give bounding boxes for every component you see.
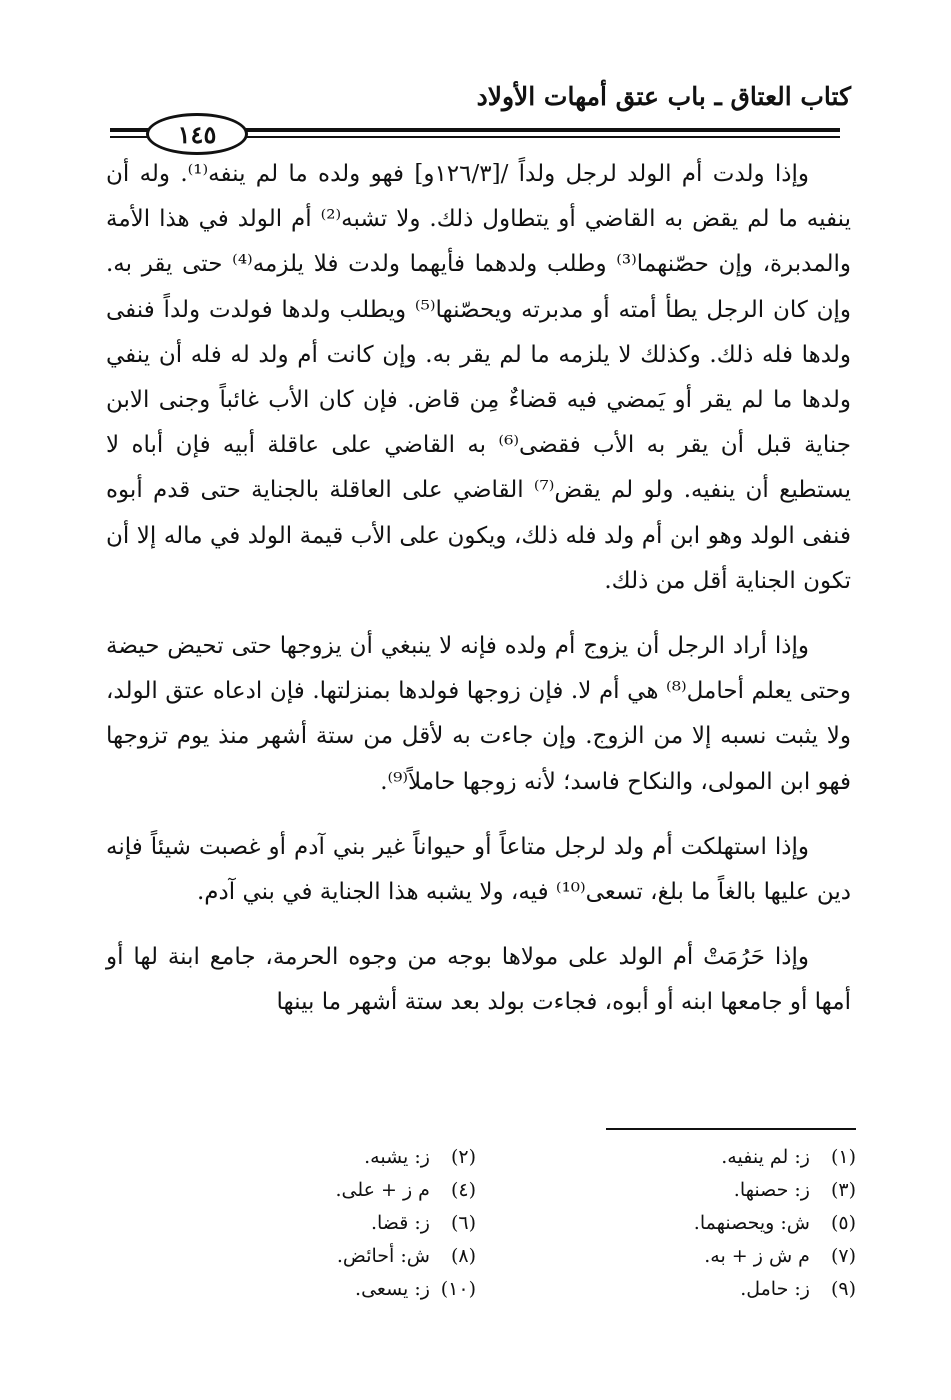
footnote-separator xyxy=(606,1128,856,1130)
footnote xyxy=(106,1176,476,1204)
footnote xyxy=(476,1176,856,1204)
footnote-text: ز: لم ينفيه. xyxy=(721,1146,810,1168)
main-text xyxy=(106,152,851,1026)
footnote-text: ز: حصنها. xyxy=(733,1179,810,1201)
footnote-number: (٥) xyxy=(830,1212,856,1234)
footnote-text: ش: أحائض. xyxy=(336,1245,430,1267)
footnote-number: (٨) xyxy=(450,1245,476,1267)
footnote-text: ز: يشبه. xyxy=(364,1146,430,1168)
footnote-number: (٦) xyxy=(450,1212,476,1234)
footnote-text: ز: يسعى. xyxy=(355,1278,430,1300)
footnote-number: (٣) xyxy=(830,1179,856,1201)
footnote-text: ز: حامل. xyxy=(740,1278,810,1300)
footnote xyxy=(106,1209,476,1237)
footnote xyxy=(106,1275,476,1303)
paragraph: وإذا حَرُمَتْ أم الولد على مولاها بوجه من وجوه الحرمة، جامع ابنة لها أو أمها أو جامعها ابنه أو أبوه، فجاءت بولد بعد ستة أشهر ما بينها xyxy=(106,944,851,1016)
footnote xyxy=(106,1143,476,1171)
page-number-badge xyxy=(146,113,248,155)
footnote-text: ش: ويحصنهما. xyxy=(693,1212,810,1234)
footnote xyxy=(476,1242,856,1270)
footnote-number: (٢) xyxy=(450,1146,476,1168)
footnote-number: (١) xyxy=(830,1146,856,1168)
footnote-number: (١٠) xyxy=(440,1278,476,1300)
footnote xyxy=(476,1143,856,1171)
footnote-text: ز: قضا. xyxy=(370,1212,430,1234)
paragraph: وإذا أراد الرجل أن يزوج أم ولده فإنه لا ينبغي أن يزوجها حتى تحيض حيضة وحتى يعلم أحامل⁽⁸⁾ هي أم لا. فإن زوجها فولدها بمنزلتها. فإن ادعاه عتق الولد، ولا يثبت نسبه إلا من الزوج. وإن جاءت به لأقل من ستة أشهر منذ يوم تزوجها فهو ابن المولى، والنكاح فاسد؛ لأنه زوجها حاملاً⁽⁹⁾. xyxy=(106,633,851,795)
footnote-number: (٩) xyxy=(830,1278,856,1300)
page-number: ١٤٥ xyxy=(177,119,217,149)
paragraph: وإذا استهلكت أم ولد لرجل متاعاً أو حيواناً غير بني آدم أو غصبت شيئاً فإنه دين عليها بالغاً ما بلغ، تسعى⁽¹⁰⁾ فيه، ولا يشبه هذا الجناية في بني آدم. xyxy=(106,833,851,906)
footnote-text: م ش ز + به. xyxy=(704,1245,810,1267)
footnote-number: (٤) xyxy=(450,1179,476,1201)
running-title: كتاب العتاق ـ باب عتق أمهات الأولاد xyxy=(476,82,851,111)
footnotes xyxy=(106,1143,856,1303)
footnote xyxy=(476,1209,856,1237)
footnote xyxy=(476,1275,856,1303)
footnote xyxy=(106,1242,476,1270)
footnote-number: (٧) xyxy=(830,1245,856,1267)
footnote-text: م ز + على. xyxy=(335,1179,430,1201)
paragraph: وإذا ولدت أم الولد لرجل ولداً /[١٢٦/٣و] فهو ولده ما لم ينفه⁽¹⁾. وله أن ينفيه ما لم يقض به القاضي أو يتطاول ذلك. ولا تشبه⁽²⁾ أم الولد في هذا الأمة والمدبرة، وإن حصّنهما⁽³⁾ وطلب ولدهما فأيهما ولدت فلا يلزمه⁽⁴⁾ حتى يقر به. وإن كان الرجل يطأ أمته أو مدبرته ويحصّنها⁽⁵⁾ ويطلب ولدها فولدت ولداً فنفى ولدها فله ذلك. وكذلك لا يلزمه ما لم يقر به. وإن كانت أم ولد له فله أن ينفي ولدها ما لم يقر أو يَمضي فيه قضاءٌ مِن قاض. فإن كان الأب غائباً وجنى الابن جناية قبل أن يقر به الأب فقضى⁽⁶⁾ به القاضي على عاقلة أبيه فإن أباه لا يستطيع أن ينفيه. ولو لم يقض⁽⁷⁾ القاضي على العاقلة بالجناية حتى قدم أبوه فنفى الولد وهو ابن أم ولد فله ذلك، ويكون على الأب قيمة الولد في ماله إلا أن تكون الجناية أقل من ذلك. xyxy=(106,161,852,594)
